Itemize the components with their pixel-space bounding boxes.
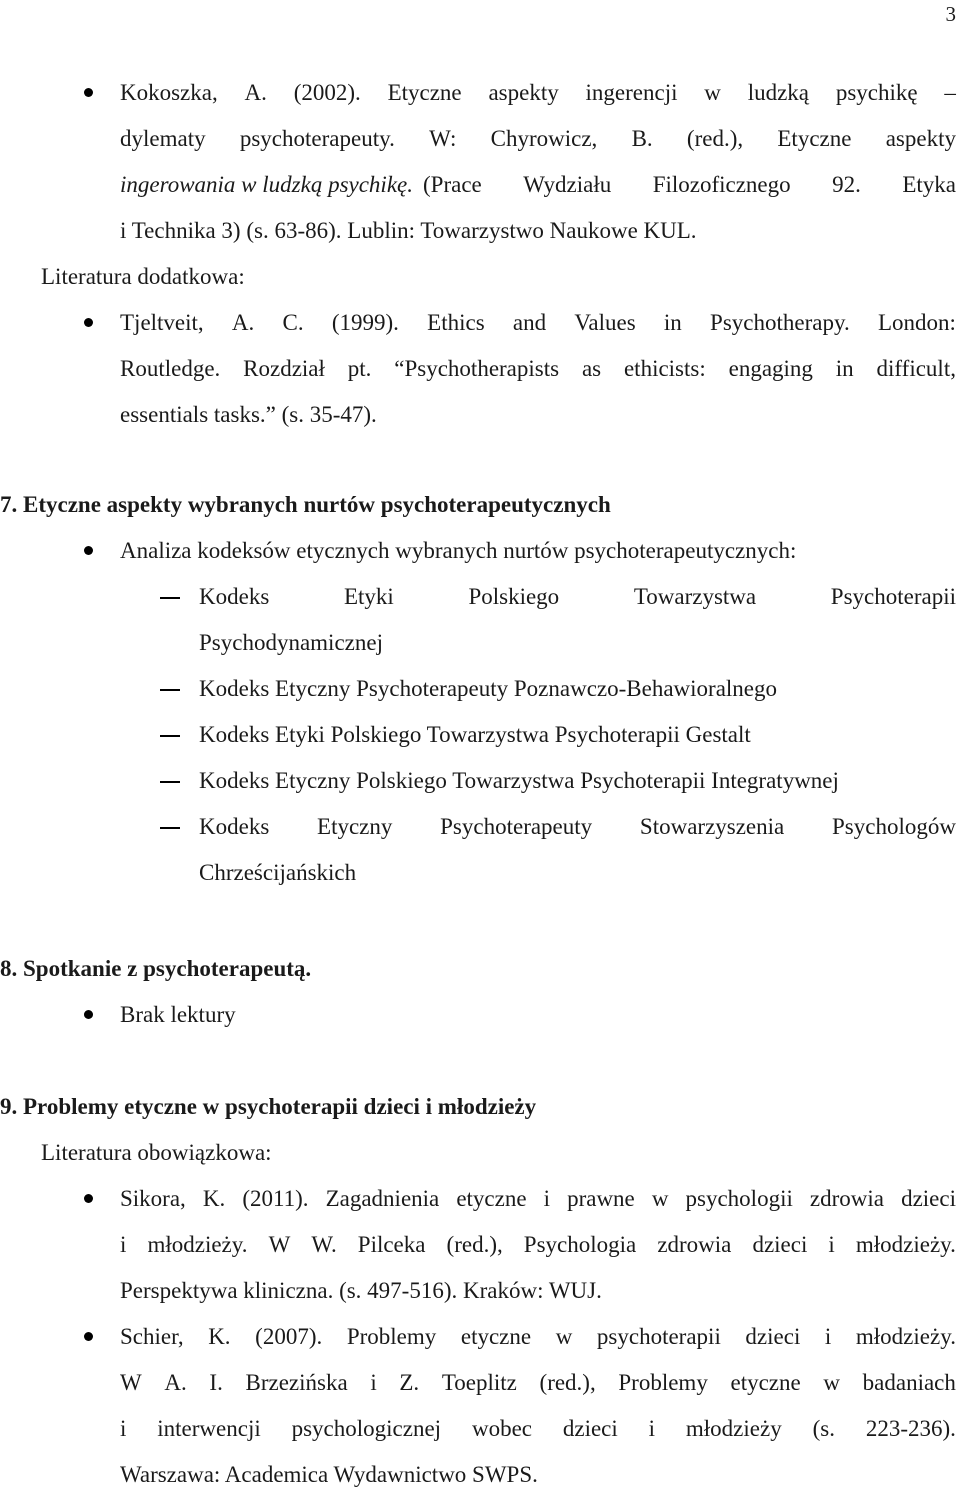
word: W: [429, 126, 457, 151]
list-item: Chrześcijańskich [199, 860, 357, 885]
word: zdrowia [657, 1232, 732, 1257]
section-heading-8: 8. Spotkanie z psychoterapeutą. [0, 956, 312, 981]
word: psychoterapeuty. [239, 126, 395, 151]
word: A. [244, 80, 267, 105]
word: w [651, 1186, 669, 1211]
word: (1999). [331, 310, 399, 335]
list-item [199, 583, 956, 611]
bullet-icon [84, 1332, 93, 1341]
word: Psychologia [523, 1232, 637, 1257]
dash-icon [160, 735, 180, 737]
word: C. [282, 310, 304, 335]
word: w [555, 1324, 573, 1349]
word: i [120, 1416, 127, 1441]
word: London: [877, 310, 956, 335]
word: W. [311, 1232, 337, 1257]
word: dzieci [745, 1324, 801, 1349]
word: Etyka [902, 172, 956, 197]
word: ethicists: [623, 356, 706, 381]
word: ingerencji [585, 80, 678, 105]
dash-icon [160, 827, 180, 829]
word: Schier, [120, 1324, 184, 1349]
required-literature-label: Literatura obowiązkowa: [41, 1140, 272, 1165]
word: Psychoterapeuty [440, 814, 593, 839]
reference-line [120, 1369, 956, 1397]
reference-line [120, 309, 956, 337]
word: (s. [812, 1416, 835, 1441]
word: ludzką [747, 80, 810, 105]
bullet-icon [84, 546, 93, 555]
list-item: Analiza kodeksów etycznych wybranych nurtów psychoterapeutycznych: [120, 538, 797, 563]
word: (2007). [255, 1324, 323, 1349]
word: “Psychotherapists [394, 356, 560, 381]
word: Etyczny [317, 814, 393, 839]
word: wobec [471, 1416, 532, 1441]
word: and [512, 310, 547, 335]
word: Kodeks [199, 814, 270, 839]
word: dzieci [752, 1232, 808, 1257]
word: (red.), [686, 126, 744, 151]
word: aspekty [885, 126, 956, 151]
word: Towarzystwa [633, 584, 757, 609]
word: Pilceka [357, 1232, 426, 1257]
word: 92. [832, 172, 861, 197]
word: Wydziału [523, 172, 612, 197]
word: psychologicznej [291, 1416, 442, 1441]
list-item: Psychodynamicznej [199, 630, 383, 655]
word: Problemy [346, 1324, 437, 1349]
bullet-icon [84, 1194, 93, 1203]
word: W [268, 1232, 291, 1257]
dash-icon [160, 689, 180, 691]
word: dzieci [901, 1186, 956, 1211]
reference-line [120, 1415, 956, 1443]
word: in [663, 310, 682, 335]
reference-text [423, 171, 956, 199]
word: in [835, 356, 854, 381]
word: W [120, 1370, 142, 1395]
word: Zagadnienia [325, 1186, 440, 1211]
word: I. [209, 1370, 223, 1395]
word: dzieci [562, 1416, 618, 1441]
list-item: Kodeks Etyczny Polskiego Towarzystwa Psychoterapii Integratywnej [199, 768, 839, 793]
word: aspekty [488, 80, 559, 105]
word: A. [164, 1370, 187, 1395]
word: Etyki [343, 584, 394, 609]
section-heading-9: 9. Problemy etyczne w psychoterapii dzieci i młodzieży [0, 1094, 537, 1119]
word: w [823, 1370, 840, 1395]
word: Polskiego [468, 584, 560, 609]
word: Values [574, 310, 636, 335]
reference-line [120, 355, 956, 383]
list-item [199, 813, 956, 841]
word: Psychoterapii [830, 584, 956, 609]
word: (red.), [539, 1370, 596, 1395]
word: pt. [347, 356, 372, 381]
word: i [543, 1186, 551, 1211]
reference-line: essentials tasks.” (s. 35-47). [120, 402, 377, 427]
dash-icon [160, 781, 180, 783]
word: etyczne [460, 1324, 532, 1349]
word: B. [631, 126, 653, 151]
word: prawne [567, 1186, 635, 1211]
dash-icon [160, 597, 180, 599]
word: Etyczne [387, 80, 462, 105]
word: interwencji [157, 1416, 261, 1441]
word: 223-236). [865, 1416, 956, 1441]
word: Etyczne [777, 126, 852, 151]
word: (2002). [293, 80, 361, 105]
bullet-icon [84, 318, 93, 327]
word: psychologii [685, 1186, 793, 1211]
word: młodzieży. [855, 1324, 956, 1349]
word: młodzieży. [147, 1232, 248, 1257]
word: i [828, 1232, 835, 1257]
word: Tjeltveit, [120, 310, 204, 335]
reference-line [120, 171, 956, 199]
word: Routledge. [120, 356, 221, 381]
supplementary-literature-label: Literatura dodatkowa: [41, 264, 245, 289]
word: badaniach [862, 1370, 956, 1395]
word: młodzieży. [855, 1232, 956, 1257]
word: Filozoficznego [652, 172, 791, 197]
word: dylematy [120, 126, 206, 151]
bullet-icon [84, 1010, 93, 1019]
reference-line [120, 1323, 956, 1351]
list-item: Kodeks Etyki Polskiego Towarzystwa Psychoterapii Gestalt [199, 722, 751, 747]
word: difficult, [876, 356, 956, 381]
word: Z. [399, 1370, 420, 1395]
word: i [370, 1370, 377, 1395]
reference-line [120, 1231, 956, 1259]
reference-title: ingerowania w ludzką psychikę. [120, 172, 413, 197]
word: Ethics [427, 310, 485, 335]
bullet-icon [84, 88, 93, 97]
word: Problemy [618, 1370, 708, 1395]
word: (red.), [446, 1232, 503, 1257]
page-number: 3 [945, 2, 956, 26]
word: Psychologów [832, 814, 956, 839]
reference-line: Perspektywa kliniczna. (s. 497-516). Kraków: WUJ. [120, 1278, 602, 1303]
word: psychikę [835, 80, 918, 105]
word: Kokoszka, [120, 80, 218, 105]
word: Psychotherapy. [710, 310, 850, 335]
word: Rozdział [243, 356, 325, 381]
word: i [120, 1232, 127, 1257]
word: etyczne [730, 1370, 801, 1395]
section-heading-7: 7. Etyczne aspekty wybranych nurtów psychoterapeutycznych [0, 492, 611, 517]
reference-line: i Technika 3) (s. 63-86). Lublin: Towarzystwo Naukowe KUL. [120, 218, 697, 243]
reference-line [120, 125, 956, 153]
word: Kodeks [199, 584, 270, 609]
word: Stowarzyszenia [639, 814, 785, 839]
word: Toeplitz [441, 1370, 517, 1395]
reference-line: Warszawa: Academica Wydawnictwo SWPS. [120, 1462, 538, 1487]
word: psychoterapii [596, 1324, 721, 1349]
reference-line [120, 79, 956, 107]
word: w [704, 80, 721, 105]
word: – [944, 80, 956, 105]
word: A. [231, 310, 255, 335]
word: engaging [728, 356, 813, 381]
word: Brzezińska [245, 1370, 348, 1395]
word: (2011). [242, 1186, 309, 1211]
word: K. [202, 1186, 226, 1211]
word: i [648, 1416, 656, 1441]
word: zdrowia [809, 1186, 884, 1211]
list-item: Kodeks Etyczny Psychoterapeuty Poznawczo-Behawioralnego [199, 676, 778, 701]
word: Sikora, [120, 1186, 186, 1211]
list-item: Brak lektury [120, 1002, 236, 1027]
reference-line [120, 1185, 956, 1213]
word: Chyrowicz, [490, 126, 598, 151]
word: K. [208, 1324, 231, 1349]
word: i [824, 1324, 832, 1349]
word: as [581, 356, 602, 381]
word: (Prace [423, 172, 482, 197]
word: młodzieży [685, 1416, 782, 1441]
word: etyczne [456, 1186, 527, 1211]
